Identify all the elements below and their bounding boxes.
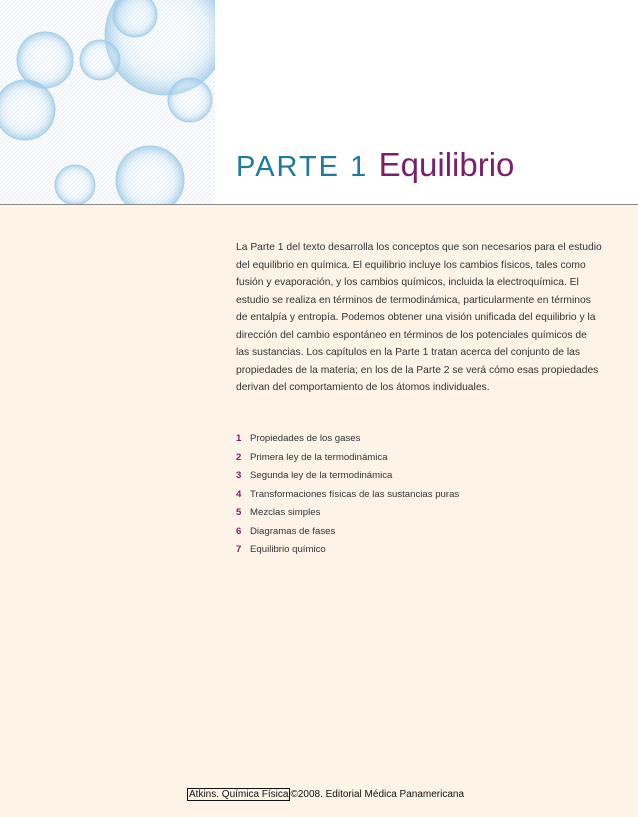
bubbles-illustration (0, 0, 215, 205)
chapter-number: 1 (236, 433, 242, 444)
chapter-number: 6 (236, 525, 242, 537)
chapter-number: 3 (236, 470, 242, 481)
chapter-title: Propiedades de los gases (250, 433, 361, 444)
chapter-list (236, 430, 459, 560)
chapter-title: Transformaciones físicas de las sustancias puras (250, 488, 460, 500)
intro-paragraph: La Parte 1 del texto desarrolla los conceptos que son necesarios para el estudio del equilibrio en química. El equilibrio incluye los cambios físicos, tales como fusión y evaporación, y los cambios químicos, incluida la electroquímica. El estudio se realiza en términos de termodinámica, particularmente en términos de entalpía y entropía. Podemos obtener una visión unificada del equilibrio y la dirección del cambio espontáneo en términos de los potenciales químicos de las sustancias. Los capítulos en la Parte 1 tratan acerca del conjunto de las propiedades de la materia; en los de la Parte 2 se verá cómo esas propiedades derivan del comportamiento de los átomos individuales. (236, 242, 602, 393)
copyright-text: ©2008. Editorial Médica Panamericana (290, 789, 465, 800)
chapter-number: 7 (236, 544, 242, 555)
chapter-number: 5 (236, 507, 242, 518)
chapter-title: Mezclas simples (250, 507, 321, 518)
part-title: Equilibrio (378, 146, 515, 183)
chapter-title: Diagramas de fases (250, 525, 336, 537)
chapter-item[interactable] (236, 449, 459, 468)
part-heading (236, 146, 514, 184)
copyright-footer (187, 789, 464, 800)
chapter-item[interactable] (236, 430, 459, 449)
chapter-item[interactable] (236, 504, 459, 523)
chapter-title: Primera ley de la termodinámica (250, 451, 388, 463)
chapter-item[interactable] (236, 541, 459, 560)
book-citation: Atkins. Química Física (189, 789, 289, 800)
chapter-item[interactable] (236, 486, 459, 505)
chapter-item[interactable] (236, 467, 459, 486)
chapter-title: Equilibrio químico (250, 544, 326, 555)
part-label: PARTE 1 (236, 151, 369, 183)
chapter-title: Segunda ley de la termodinámica (250, 470, 393, 481)
chapter-item[interactable] (236, 523, 459, 542)
chapter-number: 2 (236, 451, 242, 463)
chapter-number: 4 (236, 488, 242, 500)
